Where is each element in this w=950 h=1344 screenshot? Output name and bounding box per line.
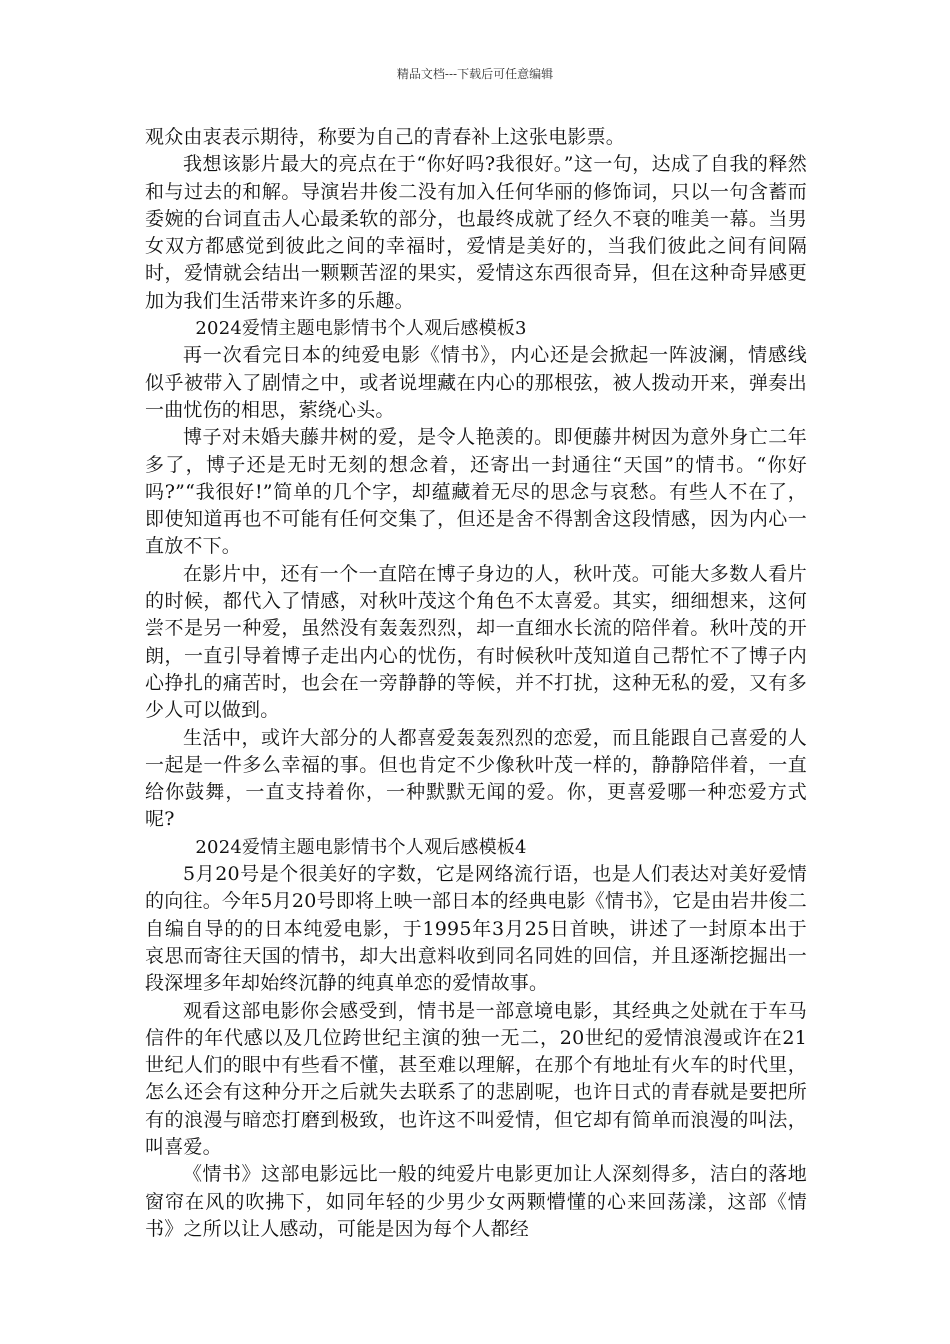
paragraph: 我想该影片最大的亮点在于“你好吗?我很好。”这一句，达成了自我的释然和与过去的和解。导演岩井俊二没有加入任何华丽的修饰词，只以一句含蓄而委婉的台词直击人心最柔软的部分，也最终成就了经久不衰的唯美一幕。当男女双方都感觉到彼此之间的幸福时，爱情是美好的，当我们彼此之间有间隔时，爱情就会结出一颗颗苦涩的果实，爱情这东西很奇异，但在这种奇异感更加为我们生活带来许多的乐趣。 — [145, 153, 807, 312]
paragraph: 博子对未婚夫藤井树的爱，是令人艳羡的。即便藤井树因为意外身亡二年多了，博子还是无时无刻的想念着，还寄出一封通往“天国”的情书。“你好吗?”“我很好!”简单的几个字，却蕴藏着无尽的思念与哀愁。有些人不在了，即使知道再也不可能有任何交集了，但还是舍不得割舍这段情感，因为内心一直放不下。 — [145, 426, 807, 558]
paragraph: 观看这部电影你会感受到，情书是一部意境电影，其经典之处就在于车马信件的年代感以及几位跨世纪主演的独一无二，20世纪的爱情浪漫或许在21世纪人们的眼中有些看不懂，甚至难以理解，在那个有地址有火车的时代里，怎么还会有这种分开之后就失去联系了的悲剧呢，也许日式的青春就是要把所有的浪漫与暗恋打磨到极致，也许这不叫爱情，但它却有简单而浪漫的叫法，叫喜爱。 — [145, 999, 807, 1158]
page-header: 精品文档---下载后可任意编辑 — [396, 67, 554, 81]
paragraph: 在影片中，还有一个一直陪在博子身边的人，秋叶茂。可能大多数人看片的时候，都代入了情感，对秋叶茂这个角色不太喜爱。其实，细细想来，这何尝不是另一种爱，虽然没有轰轰烈烈，却一直细水长流的陪伴着。秋叶茂的开朗，一直引导着博子走出内心的忧伤，有时候秋叶茂知道自己帮忙不了博子内心挣扎的痛苦时，也会在一旁静静的等候，并不打扰，这种无私的爱，又有多少人可以做到。 — [145, 562, 807, 722]
paragraph: 观众由衷表示期待，称要为自己的青春补上这张电影票。 — [145, 126, 626, 148]
paragraph: 生活中，或许大部分的人都喜爱轰轰烈烈的恋爱，而且能跟自己喜爱的人一起是一件多么幸福的事。但也肯定不少像秋叶茂一样的，静静陪伴着，一直给你鼓舞，一直支持着你，一种默默无闻的爱。你，更喜爱哪一种恋爱方式呢? — [145, 726, 807, 831]
document-body — [145, 124, 807, 1243]
paragraph: 5月20号是个很美好的字数，它是网络流行语，也是人们表达对美好爱情的向往。今年5月20号即将上映一部日本的经典电影《情书》，它是由岩井俊二自编自导的的日本纯爱电影，于1995年3月25日首映，讲述了一封原本出于哀思而寄往天国的情书，却大出意料收到同名同姓的回信，并且逐渐挖掘出一段深埋多年却始终沉静的纯真单恋的爱情故事。 — [145, 863, 807, 995]
section-heading: 2024爱情主题电影情书个人观后感模板3 — [195, 318, 527, 340]
section-heading: 2024爱情主题电影情书个人观后感模板4 — [195, 836, 527, 858]
paragraph: 再一次看完日本的纯爱电影《情书》，内心还是会掀起一阵波澜，情感线似乎被带入了剧情之中，或者说埋藏在内心的那根弦，被人拨动开来，弹奏出一曲忧伤的相思，萦绕心头。 — [145, 344, 807, 421]
paragraph: 《情书》这部电影远比一般的纯爱片电影更加让人深刻得多，洁白的落地窗帘在风的吹拂下，如同年轻的少男少女两颗懵懂的心来回荡漾，这部《情书》之所以让人感动，可能是因为每个人都经 — [145, 1163, 807, 1240]
